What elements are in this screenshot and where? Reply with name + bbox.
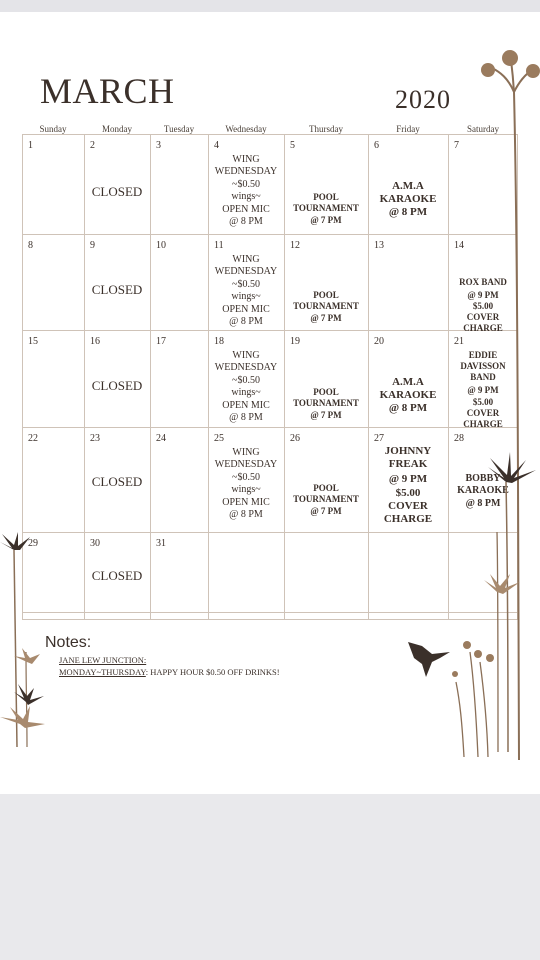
day-number: 3 — [156, 140, 161, 151]
event-text: @ 9 PM — [467, 385, 499, 395]
event-text: wings~ — [231, 191, 261, 202]
event-text: @ 7 PM — [310, 215, 342, 225]
event-text: KARAOKE — [457, 485, 509, 496]
day-number: 23 — [90, 433, 100, 444]
day-number: 15 — [28, 336, 38, 347]
event-text: KARAOKE — [379, 193, 437, 205]
event-closed: CLOSED — [91, 378, 143, 393]
event-text: WING — [232, 350, 260, 361]
day-number: 8 — [28, 240, 33, 251]
event-closed: CLOSED — [91, 184, 143, 199]
event-text: @ 8 PM — [229, 412, 263, 423]
event-text: @ 8 PM — [229, 316, 263, 327]
day-header-sunday: Sunday — [39, 124, 67, 134]
day-number: 12 — [290, 240, 300, 251]
event-text: CHARGE — [463, 323, 503, 333]
day-header-tuesday: Tuesday — [163, 124, 195, 134]
event-text: A.M.A — [392, 376, 424, 388]
event-text: ROX BAND — [459, 277, 507, 287]
day-header-thursday: Thursday — [309, 124, 343, 134]
event-text: WEDNESDAY — [214, 362, 278, 373]
day-number: 5 — [290, 140, 295, 151]
event-text: @ 9 PM — [388, 473, 428, 485]
day-number: 11 — [214, 240, 224, 251]
event-text: POOL — [313, 290, 339, 300]
event-text: @ 8 PM — [388, 206, 428, 218]
day-number: 20 — [374, 336, 384, 347]
event-text: OPEN MIC — [222, 497, 270, 508]
day-number: 28 — [454, 433, 464, 444]
day-number: 18 — [214, 336, 224, 347]
botanical-decoration — [0, 12, 540, 794]
event-text: WING — [232, 254, 260, 265]
event-text: TOURNAMENT — [293, 203, 359, 213]
event-text: @ 7 PM — [310, 410, 342, 420]
event-closed: CLOSED — [91, 474, 143, 489]
event-text: EDDIE — [468, 350, 498, 360]
event-text: DAVISSON — [460, 361, 506, 371]
hummingbird-icon — [408, 642, 450, 677]
event-text: ~$0.50 — [232, 472, 260, 483]
event-text: WING — [232, 154, 260, 165]
day-number: 30 — [90, 538, 100, 549]
event-text: ~$0.50 — [232, 375, 260, 386]
day-header-wednesday: Wednesday — [225, 124, 267, 134]
day-header-saturday: Saturday — [467, 124, 499, 134]
event-text: POOL — [313, 483, 339, 493]
top-bar — [0, 0, 540, 12]
event-closed: CLOSED — [91, 282, 143, 297]
event-text: TOURNAMENT — [293, 398, 359, 408]
event-text: TOURNAMENT — [293, 301, 359, 311]
day-number: 25 — [214, 433, 224, 444]
notes-location: JANE LEW JUNCTION: — [59, 655, 147, 665]
day-number: 4 — [214, 140, 219, 151]
event-text: $5.00 — [472, 301, 494, 311]
event-text: FREAK — [388, 458, 428, 470]
event-text: TOURNAMENT — [293, 494, 359, 504]
day-header-monday: Monday — [102, 124, 132, 134]
event-text: COVER — [466, 408, 500, 418]
event-text: @ 8 PM — [229, 509, 263, 520]
day-number: 10 — [156, 240, 166, 251]
event-text: @ 8 PM — [465, 498, 501, 509]
notes-happy-hour-text: : HAPPY HOUR $0.50 OFF DRINKS! — [145, 667, 280, 677]
day-number: 6 — [374, 140, 379, 151]
day-number: 22 — [28, 433, 38, 444]
event-text: wings~ — [231, 291, 261, 302]
calendar-page — [0, 12, 540, 794]
event-text: $5.00 — [472, 397, 494, 407]
day-number: 17 — [156, 336, 166, 347]
event-text: @ 8 PM — [229, 216, 263, 227]
notes-title: Notes: — [45, 634, 92, 651]
event-text: COVER — [388, 500, 428, 512]
event-text: WEDNESDAY — [214, 266, 278, 277]
day-number: 27 — [374, 433, 384, 444]
event-text: POOL — [313, 192, 339, 202]
event-text: A.M.A — [392, 180, 424, 192]
day-number: 26 — [290, 433, 300, 444]
event-text: wings~ — [231, 484, 261, 495]
event-text: wings~ — [231, 387, 261, 398]
event-text: BOBBY — [465, 473, 501, 484]
day-number: 21 — [454, 336, 464, 347]
event-text: @ 9 PM — [467, 290, 499, 300]
year-title: 2020 — [395, 85, 451, 114]
event-text: CHARGE — [383, 513, 433, 525]
event-text: JOHNNY — [384, 445, 432, 457]
day-number: 16 — [90, 336, 100, 347]
day-number: 24 — [156, 433, 166, 444]
event-closed: CLOSED — [91, 568, 143, 583]
day-number: 1 — [28, 140, 33, 151]
notes-days: MONDAY~THURSDAY — [59, 667, 146, 677]
day-number: 19 — [290, 336, 300, 347]
event-text: @ 7 PM — [310, 313, 342, 323]
event-text: @ 8 PM — [388, 402, 428, 414]
day-number: 14 — [454, 240, 464, 251]
day-number: 7 — [454, 140, 459, 151]
day-number: 29 — [28, 538, 38, 549]
event-text: KARAOKE — [379, 389, 437, 401]
event-text: OPEN MIC — [222, 400, 270, 411]
event-text: ~$0.50 — [232, 279, 260, 290]
day-number: 31 — [156, 538, 166, 549]
event-text: WING — [232, 447, 260, 458]
day-number: 13 — [374, 240, 384, 251]
month-title: MARCH — [40, 71, 175, 111]
event-text: WEDNESDAY — [214, 459, 278, 470]
event-text: @ 7 PM — [310, 506, 342, 516]
event-text: OPEN MIC — [222, 304, 270, 315]
day-header-friday: Friday — [396, 124, 420, 134]
event-text: CHARGE — [463, 419, 503, 429]
event-text: BAND — [470, 372, 496, 382]
day-number: 2 — [90, 140, 95, 151]
event-text: ~$0.50 — [232, 179, 260, 190]
day-number: 9 — [90, 240, 95, 251]
event-text: OPEN MIC — [222, 204, 270, 215]
event-text: COVER — [466, 312, 500, 322]
event-text: WEDNESDAY — [214, 166, 278, 177]
event-text: POOL — [313, 387, 339, 397]
event-text: $5.00 — [395, 487, 421, 499]
